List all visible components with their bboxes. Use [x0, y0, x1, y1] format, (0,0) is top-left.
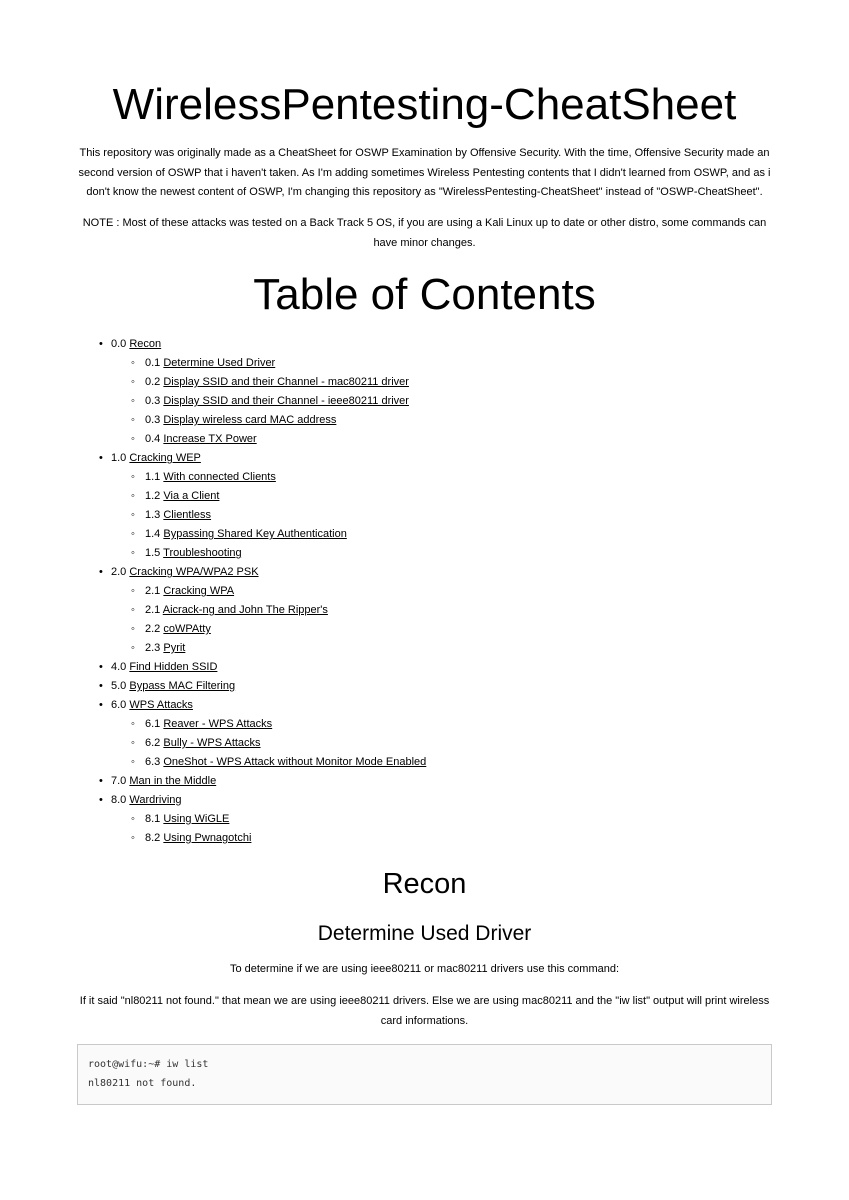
section-heading-recon: Recon — [382, 868, 467, 900]
toc-item-number: 0.3 — [145, 395, 161, 407]
toc-item-number: 1.3 — [145, 509, 161, 521]
circle-bullet-icon: ◦ — [131, 471, 135, 483]
toc-item — [0, 525, 426, 544]
toc-link[interactable]: Wardriving — [129, 794, 182, 806]
toc-item — [0, 487, 426, 506]
toc-link[interactable]: coWPAtty — [163, 623, 211, 635]
circle-bullet-icon: ◦ — [131, 737, 135, 749]
intro-paragraph: This repository was originally made as a CheatSheet for OSWP Examination by Offensive Security. With the time, Offensive Security made an second version of OSWP that i haven't taken. As I'm adding sometimes Wireless Pentesting contents that I didn't learned from OSWP, and as i don't know the newest content of OSWP, I'm changing this repository as "WirelessPentesting-CheatSheet" instead of "OSWP-CheatSheet". — [78, 147, 771, 198]
disc-bullet-icon: • — [99, 775, 103, 787]
toc-item-number: 6.3 — [145, 756, 161, 768]
disc-bullet-icon: • — [99, 661, 103, 673]
toc-item — [0, 449, 426, 468]
toc-item-number: 2.2 — [145, 623, 161, 635]
toc-link[interactable]: Bully - WPS Attacks — [163, 737, 261, 749]
paragraph-driver-explanation: If it said "nl80211 not found." that mean we are using ieee80211 drivers. Else we are using mac80211 and the "iw list" output will print wireless card informations. — [79, 995, 770, 1027]
toc-item — [0, 582, 426, 601]
toc-item-number: 8.0 — [111, 794, 127, 806]
toc-link[interactable]: With connected Clients — [163, 471, 276, 483]
disc-bullet-icon: • — [99, 338, 103, 350]
circle-bullet-icon: ◦ — [131, 547, 135, 559]
toc-item-number: 0.2 — [145, 376, 161, 388]
toc-item-number: 4.0 — [111, 661, 127, 673]
circle-bullet-icon: ◦ — [131, 642, 135, 654]
toc-item-number: 8.2 — [145, 832, 161, 844]
paragraph-command-intro: To determine if we are using ieee80211 or mac80211 drivers use this command: — [229, 963, 620, 975]
toc-link[interactable]: OneShot - WPS Attack without Monitor Mode Enabled — [163, 756, 427, 768]
disc-bullet-icon: • — [99, 680, 103, 692]
toc-item — [0, 354, 426, 373]
toc-item-number: 6.1 — [145, 718, 161, 730]
toc-item — [0, 601, 426, 620]
toc-item — [0, 810, 426, 829]
toc-link[interactable]: Increase TX Power — [163, 433, 257, 445]
toc-item-number: 1.5 — [145, 547, 161, 559]
circle-bullet-icon: ◦ — [131, 528, 135, 540]
toc-item-number: 2.1 — [145, 585, 161, 597]
toc-item — [0, 430, 426, 449]
circle-bullet-icon: ◦ — [131, 756, 135, 768]
toc-item — [0, 335, 426, 354]
toc-item-number: 5.0 — [111, 680, 127, 692]
disc-bullet-icon: • — [99, 794, 103, 806]
circle-bullet-icon: ◦ — [131, 832, 135, 844]
toc-item — [0, 677, 426, 696]
toc-item — [0, 620, 426, 639]
toc-item-number: 2.3 — [145, 642, 161, 654]
toc-item-number: 0.0 — [111, 338, 127, 350]
toc-link[interactable]: Cracking WPA/WPA2 PSK — [129, 566, 259, 578]
circle-bullet-icon: ◦ — [131, 395, 135, 407]
toc-link[interactable]: Cracking WPA — [163, 585, 235, 597]
circle-bullet-icon: ◦ — [131, 718, 135, 730]
note-paragraph: NOTE : Most of these attacks was tested on a Back Track 5 OS, if you are using a Kali Linux up to date or other distro, some commands can have minor changes. — [82, 217, 767, 249]
toc-item — [0, 563, 426, 582]
toc-item — [0, 506, 426, 525]
toc-item-number: 6.2 — [145, 737, 161, 749]
toc-link[interactable]: Bypass MAC Filtering — [129, 680, 236, 692]
toc-item — [0, 658, 426, 677]
toc-link[interactable]: Determine Used Driver — [163, 357, 276, 369]
toc-item-number: 1.4 — [145, 528, 161, 540]
toc-link[interactable]: Clientless — [163, 509, 212, 521]
circle-bullet-icon: ◦ — [131, 813, 135, 825]
toc-item — [0, 411, 426, 430]
circle-bullet-icon: ◦ — [131, 585, 135, 597]
toc-link[interactable]: Recon — [129, 338, 162, 350]
toc-item-number: 2.1 — [145, 604, 161, 616]
toc-link[interactable]: Display wireless card MAC address — [163, 414, 337, 426]
circle-bullet-icon: ◦ — [131, 509, 135, 521]
toc-link[interactable]: Using Pwnagotchi — [163, 832, 252, 844]
toc-item — [0, 392, 426, 411]
circle-bullet-icon: ◦ — [131, 414, 135, 426]
table-of-contents — [0, 335, 426, 848]
toc-link[interactable]: Troubleshooting — [163, 547, 242, 559]
code-line: nl80211 not found. — [88, 1078, 197, 1089]
disc-bullet-icon: • — [99, 566, 103, 578]
circle-bullet-icon: ◦ — [131, 623, 135, 635]
toc-item — [0, 715, 426, 734]
toc-link[interactable]: Via a Client — [163, 490, 220, 502]
toc-link[interactable]: Display SSID and their Channel - ieee80211 driver — [163, 395, 409, 407]
toc-link[interactable]: Reaver - WPS Attacks — [163, 718, 273, 730]
toc-item-number: 2.0 — [111, 566, 127, 578]
toc-link[interactable]: Find Hidden SSID — [129, 661, 218, 673]
code-block — [77, 1044, 772, 1105]
circle-bullet-icon: ◦ — [131, 490, 135, 502]
toc-link[interactable]: Bypassing Shared Key Authentication — [163, 528, 347, 540]
toc-link[interactable]: Cracking WEP — [129, 452, 201, 464]
toc-item-number: 0.4 — [145, 433, 161, 445]
toc-item-number: 6.0 — [111, 699, 127, 711]
toc-item-number: 0.1 — [145, 357, 161, 369]
circle-bullet-icon: ◦ — [131, 604, 135, 616]
circle-bullet-icon: ◦ — [131, 376, 135, 388]
disc-bullet-icon: • — [99, 452, 103, 464]
code-line: root@wifu:~# iw list — [88, 1059, 209, 1070]
toc-heading: Table of Contents — [253, 270, 596, 319]
toc-item — [0, 696, 426, 715]
toc-item — [0, 639, 426, 658]
toc-item — [0, 373, 426, 392]
circle-bullet-icon: ◦ — [131, 433, 135, 445]
toc-link[interactable]: Pyrit — [163, 642, 186, 654]
toc-item-number: 1.2 — [145, 490, 161, 502]
toc-item-number: 1.0 — [111, 452, 127, 464]
toc-link[interactable]: Aicrack-ng and John The Ripper's — [162, 604, 328, 616]
subsection-heading-determine-driver: Determine Used Driver — [317, 922, 532, 945]
toc-item — [0, 544, 426, 563]
toc-item — [0, 753, 426, 772]
disc-bullet-icon: • — [99, 699, 103, 711]
toc-item — [0, 791, 426, 810]
toc-item — [0, 734, 426, 753]
toc-link[interactable]: Man in the Middle — [129, 775, 217, 787]
toc-item — [0, 772, 426, 791]
toc-item — [0, 829, 426, 848]
toc-link[interactable]: WPS Attacks — [129, 699, 193, 711]
toc-link[interactable]: Using WiGLE — [163, 813, 230, 825]
toc-item-number: 7.0 — [111, 775, 127, 787]
toc-item-number: 1.1 — [145, 471, 161, 483]
circle-bullet-icon: ◦ — [131, 357, 135, 369]
toc-link[interactable]: Display SSID and their Channel - mac80211 driver — [163, 376, 409, 388]
toc-item — [0, 468, 426, 487]
page-title: WirelessPentesting-CheatSheet — [112, 80, 737, 129]
toc-item-number: 0.3 — [145, 414, 161, 426]
toc-item-number: 8.1 — [145, 813, 161, 825]
